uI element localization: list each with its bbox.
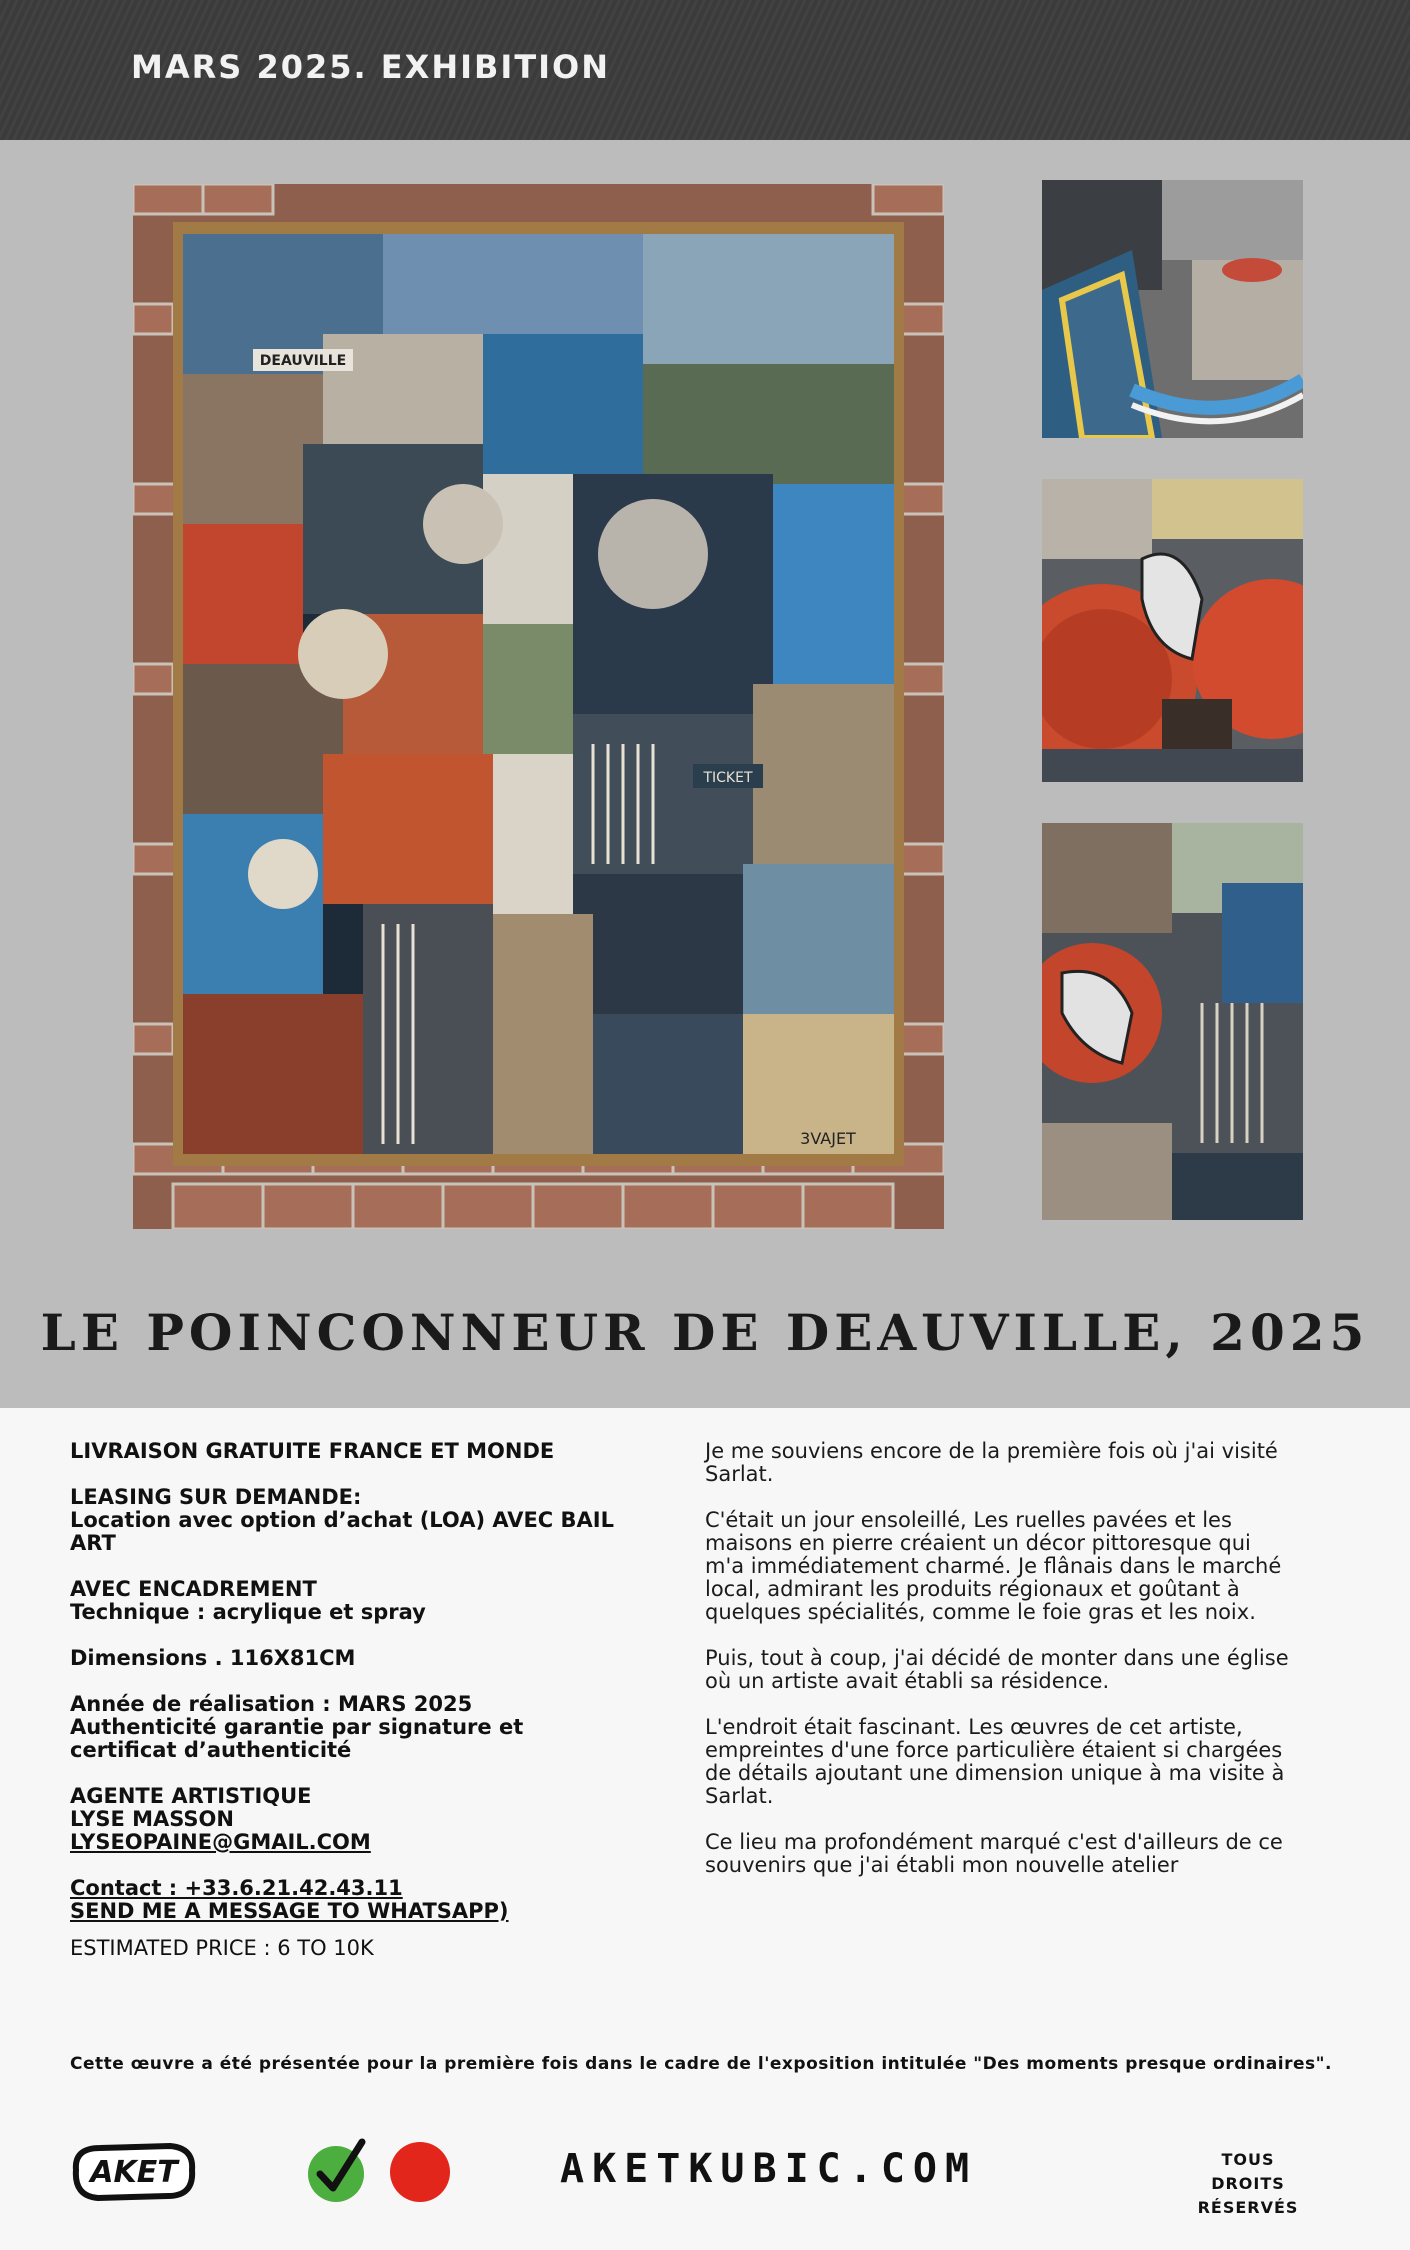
graffiti-logo-icon: [70, 2140, 198, 2202]
detail-thumbnail-2[interactable]: [1042, 479, 1303, 782]
info-section: [0, 1408, 1410, 2250]
header-bar: [0, 0, 1410, 140]
whatsapp-link[interactable]: SEND ME A MESSAGE TO WHATSAPP): [70, 1899, 509, 1923]
rights-line-3: RÉSERVÉS: [1197, 2198, 1299, 2217]
story-paragraph-2: C'était un jour ensoleillé, Les ruelles pavées et les maisons en pierre créaient un décor pittoresque qui m'a immédiatement charmé. Je flânais dans le marché local, admirant les produits régionaux et goûtant à quelques spécialités, comme le foie gras et les noix.: [705, 1508, 1282, 1624]
technique-text: Technique : acrylique et spray: [70, 1600, 426, 1624]
painting-ticket-text: TICKET: [703, 770, 753, 786]
detail-thumbnail-1[interactable]: [1042, 180, 1303, 438]
detail-2-artwork: [1042, 479, 1303, 782]
rights-line-2: DROITS: [1211, 2174, 1285, 2193]
agent-email-link[interactable]: LYSEOPAINE@GMAIL.COM: [70, 1830, 371, 1854]
rights-line-1: TOUS: [1221, 2150, 1275, 2169]
agent-heading: AGENTE ARTISTIQUE: [70, 1784, 312, 1808]
estimated-price: ESTIMATED PRICE : 6 TO 10K: [70, 1936, 374, 1960]
story-paragraph-3: Puis, tout à coup, j'ai décidé de monter dans une église où un artiste avait établi sa résidence.: [705, 1646, 1289, 1693]
detail-3-artwork: [1042, 823, 1303, 1220]
red-circle-icon: [390, 2142, 450, 2202]
exhibition-note: Cette œuvre a été présentée pour la première fois dans le cadre de l'exposition intitulée "Des moments presque ordinaires".: [70, 2054, 1332, 2074]
detail-1-artwork: [1042, 180, 1303, 438]
framing-text: AVEC ENCADREMENT: [70, 1577, 317, 1601]
story-paragraph-5: Ce lieu ma profondément marqué c'est d'ailleurs de ce souvenirs que j'ai établi mon nouvelle atelier: [705, 1830, 1283, 1877]
leasing-text: Location avec option d’achat (LOA) AVEC BAIL ART: [70, 1508, 614, 1555]
story-paragraph-4: L'endroit était fascinant. Les œuvres de cet artiste, empreintes d'une force particulière étaient si chargées de détails ajoutant une dimension unique à ma visite à Sarlat.: [705, 1715, 1285, 1808]
painting-sign-text: DEAUVILLE: [259, 353, 347, 369]
painting-artwork: [133, 184, 944, 1229]
story-column: [705, 1440, 1290, 1900]
painting-signature-text: 3VAJET: [800, 1129, 856, 1148]
year-text: Année de réalisation : MARS 2025: [70, 1692, 473, 1716]
story-paragraph-1: Je me souviens encore de la première fois où j'ai visité Sarlat.: [705, 1439, 1278, 1486]
gallery-section: [0, 140, 1410, 1408]
main-painting-image[interactable]: [133, 184, 944, 1229]
exhibition-title: MARS 2025. EXHIBITION: [131, 48, 611, 86]
shipping-text: LIVRAISON GRATUITE FRANCE ET MONDE: [70, 1439, 555, 1463]
agent-name: LYSE MASSON: [70, 1807, 234, 1831]
dimensions-text: Dimensions . 116X81CM: [70, 1646, 356, 1670]
rights-notice: [1180, 2148, 1316, 2220]
contact-phone-link[interactable]: Contact : +33.6.21.42.43.11: [70, 1876, 403, 1900]
artwork-title: LE POINCONNEUR DE DEAUVILLE, 2025: [40, 1303, 1370, 1362]
detail-thumbnail-3[interactable]: [1042, 823, 1303, 1220]
authenticity-text: Authenticité garantie par signature et certificat d’authenticité: [70, 1715, 524, 1762]
graffiti-logo[interactable]: [70, 2140, 198, 2202]
graffiti-logo-text: AKET: [90, 2155, 178, 2190]
green-check-icon: [306, 2136, 370, 2204]
details-column: [70, 1440, 630, 1960]
leasing-heading: LEASING SUR DEMANDE:: [70, 1485, 362, 1509]
website-link[interactable]: AKETKUBIC.COM: [560, 2146, 978, 2192]
